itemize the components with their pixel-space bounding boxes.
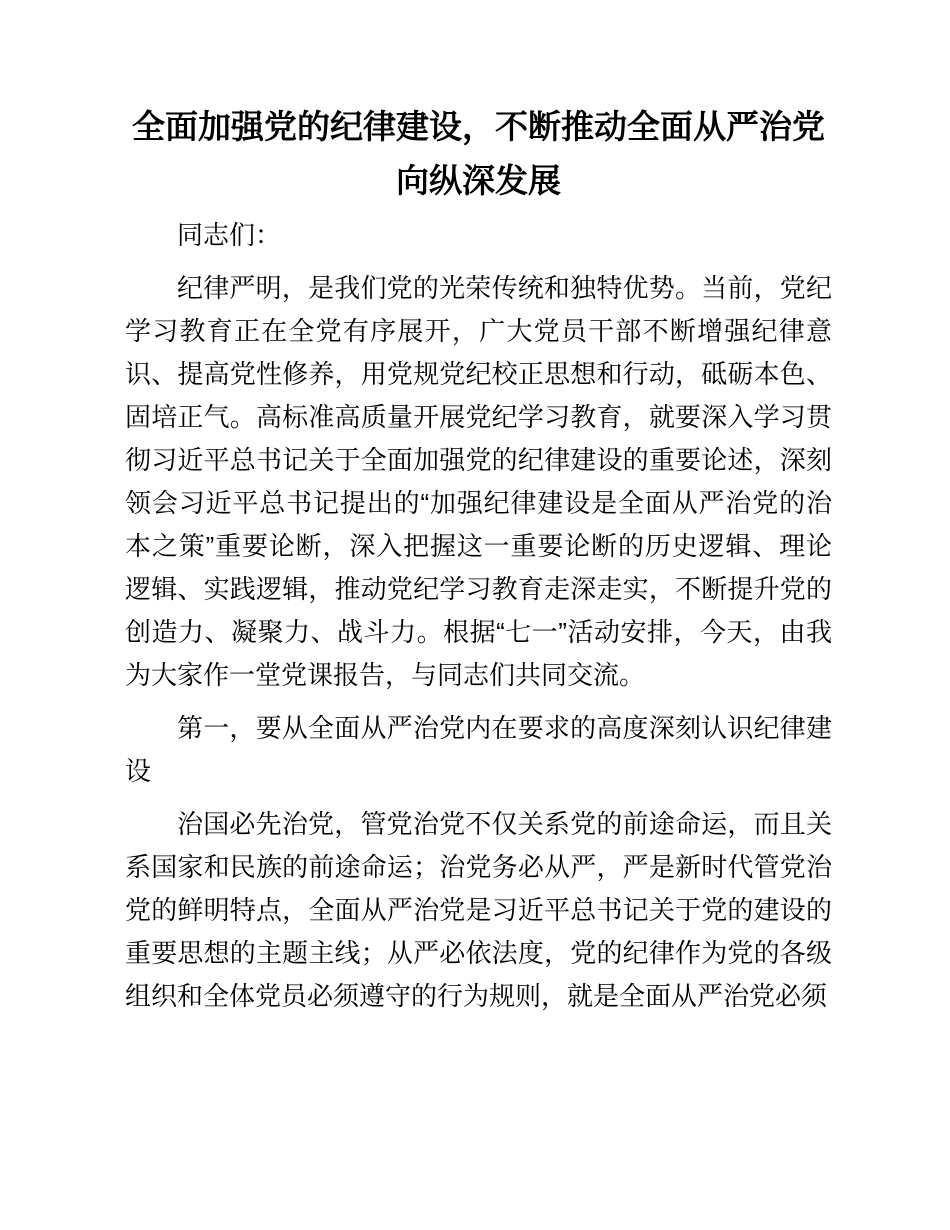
document-title: 全面加强党的纪律建设，不断推动全面从严治党向纵深发展 — [132, 108, 825, 199]
paragraph-salutation: 同志们： — [177, 220, 282, 250]
paragraph-section-one-heading: 第一，要从全面从严治党内在要求的高度深刻认识纪律建设 — [125, 713, 832, 786]
paragraph-introduction: 纪律严明，是我们党的光荣传统和独特优势。当前，党纪学习教育正在全党有序展开，广大党员干部不断增强纪律意识、提高党性修养，用党规党纪校正思想和行动，砥砺本色、固培正气。高标准高质量开展党纪学习教育，就要深入学习贯彻习近平总书记关于全面加强党的纪律建设的重要论述，深刻领会习近平总书记提出的“加强纪律建设是全面从严治党的治本之策”重要论断，深入把握这一重要论断的历史逻辑、理论逻辑、实践逻辑，推动党纪学习教育走深走实，不断提升党的创造力、凝聚力、战斗力。根据“七一”活动安排，今天，由我为大家作一堂党课报告，与同志们共同交流。 — [125, 273, 832, 690]
paragraph-section-one-body: 治国必先治党，管党治党不仅关系党的前途命运，而且关系国家和民族的前途命运；治党务必从严，严是新时代管党治党的鲜明特点，全面从严治党是习近平总书记关于党的建设的重要思想的主题主线；从严必依法度，党的纪律作为党的各级组织和全体党员必须遵守的行为规则，就是全面从严治党必须 — [125, 809, 832, 1011]
